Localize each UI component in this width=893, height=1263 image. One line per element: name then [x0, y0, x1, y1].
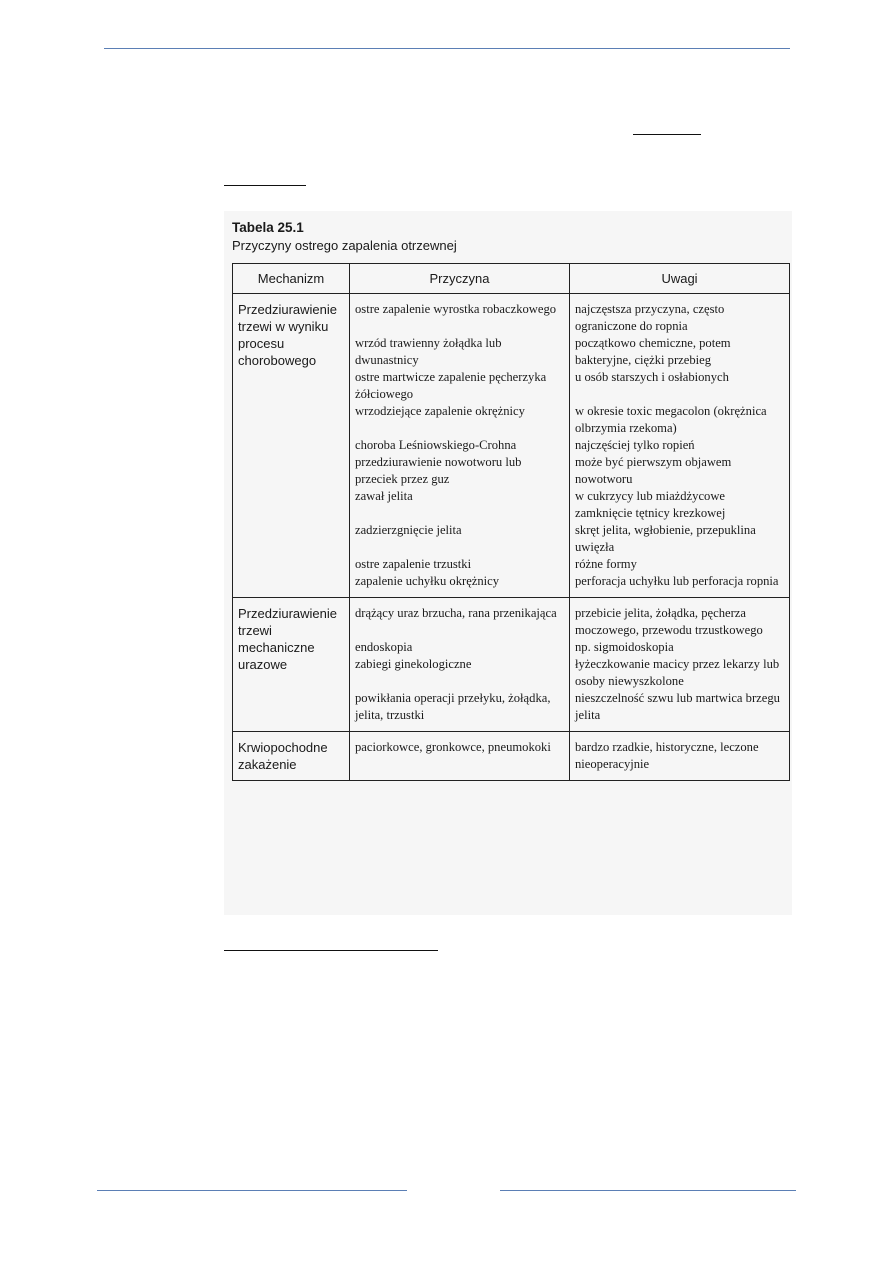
scanned-table-image: [224, 211, 792, 915]
cause-cell: drążący uraz brzucha, rana przenikająca: [350, 598, 570, 640]
cause-cell: wrzodziejące zapalenie okrężnicy: [350, 403, 570, 437]
table-row: [233, 294, 790, 336]
header-rule: [104, 48, 790, 49]
cause-cell: zabiegi ginekologiczne: [350, 656, 570, 690]
mechanism-cell: Przedziurawienie trzewi mechaniczne urazowe: [233, 598, 350, 732]
note-cell: początkowo chemiczne, potem bakteryjne, ciężki przebieg: [570, 335, 790, 369]
note-cell: nieszczelność szwu lub martwica brzegu jelita: [570, 690, 790, 732]
cause-cell: zapalenie uchyłku okrężnicy: [350, 573, 570, 598]
note-cell: w cukrzycy lub miażdżycowe zamknięcie tętnicy krezkowej: [570, 488, 790, 522]
note-cell: u osób starszych i osłabionych: [570, 369, 790, 403]
table-row: [233, 598, 790, 640]
cause-cell: paciorkowce, gronkowce, pneumokoki: [350, 732, 570, 781]
causes-table: [232, 263, 790, 781]
mechanism-cell: Krwiopochodne zakażenie: [233, 732, 350, 781]
table-header-row: [233, 264, 790, 294]
cause-cell: zadzierzgnięcie jelita: [350, 522, 570, 556]
column-header: Uwagi: [570, 264, 790, 294]
note-cell: perforacja uchyłku lub perforacja ropnia: [570, 573, 790, 598]
footer-rule-right: [500, 1190, 796, 1191]
note-cell: różne formy: [570, 556, 790, 573]
note-cell: łyżeczkowanie macicy przez lekarzy lub osoby niewyszkolone: [570, 656, 790, 690]
note-cell: najczęstsza przyczyna, często ograniczone do ropnia: [570, 294, 790, 336]
footer-rule-left: [97, 1190, 407, 1191]
underline-mark: [224, 185, 306, 186]
cause-cell: ostre zapalenie wyrostka robaczkowego: [350, 294, 570, 336]
cause-cell: przedziurawienie nowotworu lub przeciek przez guz: [350, 454, 570, 488]
cause-cell: endoskopia: [350, 639, 570, 656]
cause-cell: choroba Leśniowskiego-Crohna: [350, 437, 570, 454]
note-cell: skręt jelita, wgłobienie, przepuklina uwięzła: [570, 522, 790, 556]
note-cell: przebicie jelita, żołądka, pęcherza moczowego, przewodu trzustkowego: [570, 598, 790, 640]
cause-cell: zawał jelita: [350, 488, 570, 522]
underline-mark: [224, 950, 438, 951]
note-cell: bardzo rzadkie, historyczne, leczone nieoperacyjnie: [570, 732, 790, 781]
column-header: Przyczyna: [350, 264, 570, 294]
note-cell: w okresie toxic megacolon (okrężnica olbrzymia rzekoma): [570, 403, 790, 437]
cause-cell: powikłania operacji przełyku, żołądka, jelita, trzustki: [350, 690, 570, 732]
column-header: Mechanizm: [233, 264, 350, 294]
table-caption: Tabela 25.1: [232, 220, 304, 235]
note-cell: może być pierwszym objawem nowotworu: [570, 454, 790, 488]
cause-cell: wrzód trawienny żołądka lub dwunastnicy: [350, 335, 570, 369]
table-row: [233, 732, 790, 781]
cause-cell: ostre zapalenie trzustki: [350, 556, 570, 573]
mechanism-cell: Przedziurawienie trzewi w wyniku procesu chorobowego: [233, 294, 350, 598]
underline-mark: [633, 134, 701, 135]
table-title: Przyczyny ostrego zapalenia otrzewnej: [232, 238, 457, 253]
note-cell: np. sigmoidoskopia: [570, 639, 790, 656]
note-cell: najczęściej tylko ropień: [570, 437, 790, 454]
cause-cell: ostre martwicze zapalenie pęcherzyka żółciowego: [350, 369, 570, 403]
